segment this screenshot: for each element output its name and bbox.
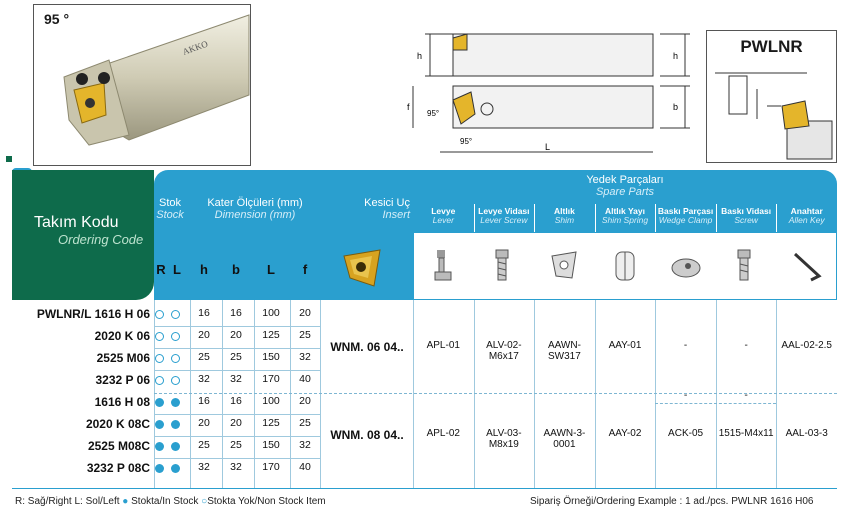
ordering-code: 2020 K 08C xyxy=(85,417,150,431)
angle-label-2: 95° xyxy=(460,137,473,146)
spare-part-value: AAWN-3-0001 xyxy=(543,428,586,450)
in-stock-dot xyxy=(155,398,164,407)
spare-header-7 xyxy=(776,207,837,225)
spare-col-line xyxy=(474,300,475,488)
allen-key-icon xyxy=(789,246,825,284)
spare-part-value: AAY-02 xyxy=(608,428,642,439)
row-line xyxy=(154,458,320,459)
spare-part-value: APL-02 xyxy=(426,428,460,439)
sub-l: L xyxy=(173,262,181,277)
row-line xyxy=(154,370,320,371)
in-stock-dot xyxy=(155,420,164,429)
spare-part-value: - xyxy=(683,340,688,351)
pwlnr-schematic xyxy=(707,31,836,162)
non-stock-dot xyxy=(171,354,180,363)
dim-L: 170 xyxy=(262,373,280,385)
wedge-divider xyxy=(655,403,776,404)
dim-L: 150 xyxy=(262,439,280,451)
non-stock-dot xyxy=(155,354,164,363)
pwlnr-box xyxy=(706,30,837,163)
spare-header-3 xyxy=(534,207,595,225)
product-photo xyxy=(33,4,251,166)
spare-col-line xyxy=(595,300,596,488)
dim-f: f xyxy=(407,102,410,112)
corner-marker xyxy=(6,156,12,162)
spare-name-tr: Levye Vidası xyxy=(478,206,530,216)
spare-name-tr: Baskı Parçası xyxy=(657,206,714,216)
spare-header: Yedek Parçaları Spare Parts xyxy=(586,174,664,198)
dim-f: 40 xyxy=(299,373,311,385)
in-stock-dot xyxy=(171,420,180,429)
spare-header-5 xyxy=(655,207,716,225)
dim-h: 25 xyxy=(198,439,210,451)
dim-L: 100 xyxy=(262,395,280,407)
spare-name-tr: Altlık xyxy=(554,206,575,216)
dimension-drawing xyxy=(405,24,695,164)
spare-col-divider xyxy=(655,204,656,232)
dim-L: 100 xyxy=(262,307,280,319)
spare-dash: - xyxy=(744,389,748,401)
insert-icon xyxy=(340,246,384,290)
tool-holder-image xyxy=(34,5,250,165)
spare-part-value: APL-01 xyxy=(426,340,460,351)
ordering-code: 3232 P 08C xyxy=(86,461,150,475)
in-stock-dot xyxy=(155,464,164,473)
insert-header: Kesici Uç Insert xyxy=(364,197,410,221)
ordering-code: PWLNR/L 1616 H 06 xyxy=(36,307,150,321)
dim-f: 32 xyxy=(299,351,311,363)
angle-label: 95 ° xyxy=(44,11,70,27)
dim-b: 25 xyxy=(230,351,242,363)
angle-label-1: 95° xyxy=(427,109,440,118)
legend-in-stock: Stokta/In Stock xyxy=(131,496,199,507)
dim-b: 25 xyxy=(230,439,242,451)
spare-name-tr: Altlık Yayı xyxy=(604,206,645,216)
ordering-code: 2525 M08C xyxy=(87,439,150,453)
in-stock-dot xyxy=(155,442,164,451)
dim-h-right: h xyxy=(673,51,679,61)
spare-part-value: - xyxy=(744,340,748,351)
dim-b: 32 xyxy=(230,461,242,473)
dim-h-left: h xyxy=(417,51,423,61)
dim-f: 20 xyxy=(299,395,311,407)
code-header xyxy=(12,170,154,300)
dim-b: 20 xyxy=(230,329,242,341)
dim-L: 170 xyxy=(262,461,280,473)
dim-b: 16 xyxy=(230,395,242,407)
spare-header-6 xyxy=(716,207,777,225)
lever-screw-icon xyxy=(486,246,522,284)
insert-code: WNM. 06 04.. xyxy=(330,340,404,354)
dim-L: 125 xyxy=(262,329,280,341)
spare-header-4 xyxy=(595,207,656,225)
spare-part-value: ALV-02-M6x17 xyxy=(486,340,522,362)
lever-icon xyxy=(425,246,461,284)
dim-h: 20 xyxy=(198,417,210,429)
ordering-code: 3232 P 06 xyxy=(95,373,150,387)
row-line xyxy=(154,326,320,327)
sub-r: R xyxy=(156,262,166,277)
dim-f: 40 xyxy=(299,461,311,473)
spare-col-line xyxy=(534,300,535,488)
dim-b: 20 xyxy=(230,417,242,429)
sub-b: b xyxy=(232,262,240,277)
shim-icon xyxy=(546,246,582,284)
spare-name-en: Lever xyxy=(432,215,454,225)
insert-code: WNM. 08 04.. xyxy=(330,428,404,442)
spare-col-divider xyxy=(595,204,596,232)
dim-f: 25 xyxy=(299,329,311,341)
ordering-example: Sipariş Örneği/Ordering Example : 1 ad./pcs. PWLNR 1616 H06 xyxy=(530,496,814,507)
sub-h: h xyxy=(200,262,208,277)
dimension-header: Kater Ölçüleri (mm) Dimension (mm) xyxy=(207,197,303,221)
pwlnr-title: PWLNR xyxy=(740,37,803,56)
row-line xyxy=(154,436,320,437)
spare-col-line xyxy=(776,300,777,488)
dim-f: 32 xyxy=(299,439,311,451)
row-line xyxy=(154,348,320,349)
ordering-code: 2525 M06 xyxy=(96,351,150,365)
in-stock-dot xyxy=(171,464,180,473)
spare-part-value: AAWN-SW317 xyxy=(547,340,581,362)
stock-header: Stok Stock xyxy=(156,197,184,221)
spare-name-en: Screw xyxy=(734,215,758,225)
spare-header-1 xyxy=(413,207,474,225)
spare-name-en: Shim xyxy=(554,215,575,225)
spare-name-tr: Baskı Vidası xyxy=(721,206,772,216)
dim-f: 20 xyxy=(299,307,311,319)
spare-name-tr: Anahtar xyxy=(790,206,823,216)
non-stock-dot xyxy=(155,332,164,341)
dim-h: 25 xyxy=(198,351,210,363)
spare-col-divider xyxy=(534,204,535,232)
code-header-tr: Takım Kodu xyxy=(34,214,119,231)
sub-L: L xyxy=(267,262,275,277)
dim-h: 32 xyxy=(198,373,210,385)
spare-part-value: AAL-02-2.5 xyxy=(781,340,832,351)
spare-name-en: Shim Spring xyxy=(601,215,649,225)
dim-b: 32 xyxy=(230,373,242,385)
spare-col-divider xyxy=(474,204,475,232)
table-col-line xyxy=(413,300,414,488)
dim-h: 16 xyxy=(198,395,210,407)
dim-f: 25 xyxy=(299,417,311,429)
spare-name-en: Lever Screw xyxy=(480,215,528,225)
spare-part-value: ACK-05 xyxy=(668,428,704,439)
in-stock-dot xyxy=(171,398,180,407)
spare-name-en: Wedge Clamp xyxy=(658,215,713,225)
spare-part-value: AAY-01 xyxy=(608,340,642,351)
shim-spring-icon xyxy=(607,246,643,284)
row-line xyxy=(154,414,320,415)
dim-h: 20 xyxy=(198,329,210,341)
spare-header-2 xyxy=(474,207,535,225)
spare-name-tr: Levye xyxy=(431,206,456,216)
non-stock-dot xyxy=(171,376,180,385)
ordering-code: 1616 H 08 xyxy=(94,395,150,409)
spare-dash: - xyxy=(683,389,688,401)
spare-part-value: ALV-03-M8x19 xyxy=(486,428,522,450)
non-stock-dot xyxy=(155,310,164,319)
spare-name-en: Allen Key xyxy=(788,215,825,225)
spare-part-value: 1515-M4x11 xyxy=(718,428,774,439)
table-col-line xyxy=(154,300,155,488)
dim-L: L xyxy=(545,142,551,152)
brand-engraving: AKKO xyxy=(181,38,210,57)
dim-h: 32 xyxy=(198,461,210,473)
non-stock-dot xyxy=(171,310,180,319)
in-stock-dot xyxy=(171,442,180,451)
table-bottom-line xyxy=(12,488,837,489)
code-header-en: Ordering Code xyxy=(58,232,144,247)
dim-h: 16 xyxy=(198,307,210,319)
screw-icon xyxy=(728,246,764,284)
non-stock-dot xyxy=(171,332,180,341)
dim-L: 150 xyxy=(262,351,280,363)
dim-b: b xyxy=(673,102,679,112)
spare-col-divider xyxy=(716,204,717,232)
non-stock-dot xyxy=(155,376,164,385)
ordering-code: 2020 K 06 xyxy=(94,329,150,343)
wedge-clamp-icon xyxy=(668,246,704,284)
legend: R: Sağ/Right L: Sol/Left ● Stokta/In Stock ○Stokta Yok/Non Stock Item xyxy=(15,496,326,507)
dim-L: 125 xyxy=(262,417,280,429)
dim-b: 16 xyxy=(230,307,242,319)
sub-f: f xyxy=(302,262,308,277)
legend-non-stock: Stokta Yok/Non Stock Item xyxy=(207,496,326,507)
spare-col-divider xyxy=(776,204,777,232)
spare-part-value: AAL-03-3 xyxy=(785,428,828,439)
